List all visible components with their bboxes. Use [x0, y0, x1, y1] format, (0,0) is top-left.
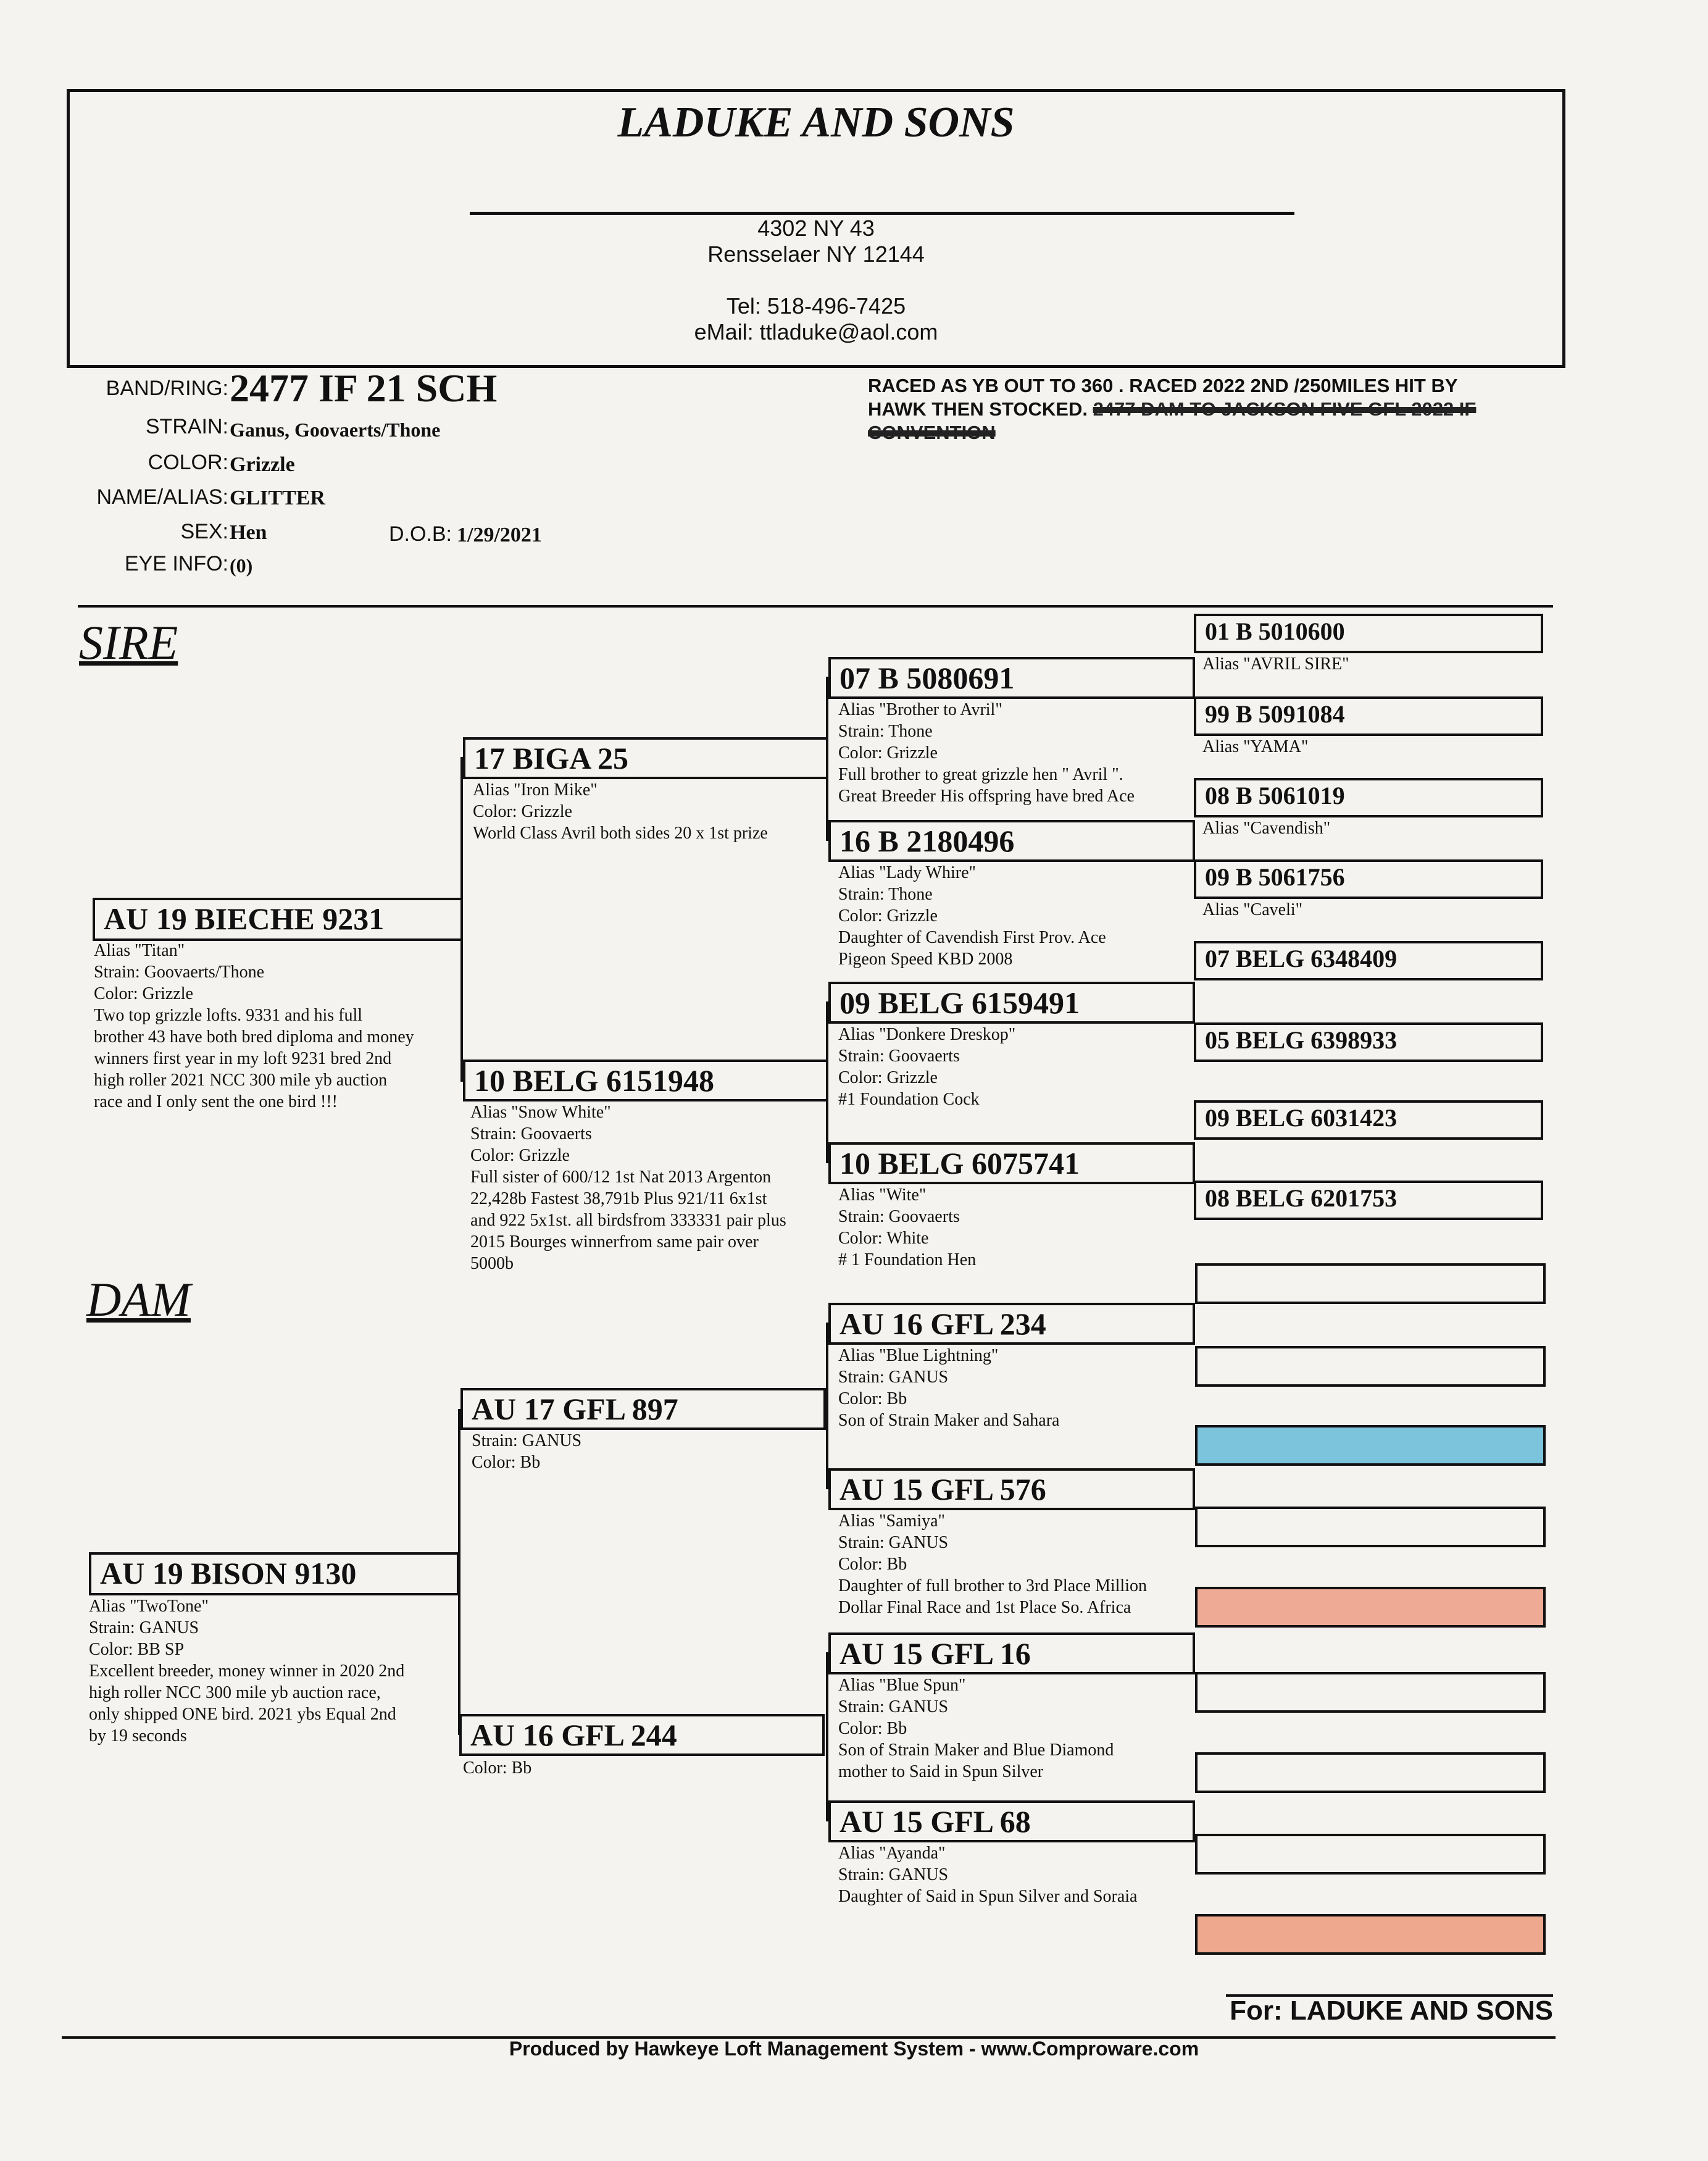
gen4-dam-cell-4 — [1195, 1507, 1546, 1547]
gen4-sire-7-band: 09 BELG 6031423 — [1194, 1100, 1543, 1140]
gen3-dam-3-info-line: Son of Strain Maker and Blue Diamond — [838, 1741, 1114, 1760]
header-divider — [470, 212, 1294, 215]
sire-info-line: Two top grizzle lofts. 9331 and his full — [94, 1006, 363, 1025]
sire-dam-info-line: Color: Grizzle — [470, 1146, 570, 1165]
gen3-dam-4-info-line: Alias "Ayanda" — [838, 1844, 946, 1863]
gen4-sire-1-band: 01 B 5010600 — [1194, 614, 1543, 653]
sire-sire-band: 17 BIGA 25 — [463, 737, 828, 779]
gen3-sire-2-info — [838, 862, 1106, 970]
dam-info-line: Alias "TwoTone" — [89, 1597, 209, 1616]
gen3-sire-1-band: 07 B 5080691 — [828, 657, 1195, 699]
sire-dam-band: 10 BELG 6151948 — [463, 1060, 828, 1101]
dam-sire-info-line: Strain: GANUS — [472, 1431, 582, 1450]
gen3-sire-2-info-line: Daughter of Cavendish First Prov. Ace — [838, 928, 1106, 947]
gen4-dam-cell-6 — [1195, 1672, 1546, 1713]
sire-info — [94, 940, 414, 1113]
gen3-dam-2-info-line: Daughter of full brother to 3rd Place Million — [838, 1576, 1147, 1595]
gen3-sire-2-info-line: Strain: Thone — [838, 885, 933, 904]
dam-info — [89, 1595, 404, 1747]
gen3-dam-2-info-line: Dollar Final Race and 1st Place So. Africa — [838, 1598, 1131, 1617]
sire-dam-info-line: 22,428b Fastest 38,791b Plus 921/11 6x1st — [470, 1189, 767, 1208]
gen3-dam-2-info-line: Strain: GANUS — [838, 1533, 949, 1552]
gen4-sire-5-band: 07 BELG 6348409 — [1194, 941, 1543, 980]
gen3-dam-4-info-line: Strain: GANUS — [838, 1865, 949, 1884]
telephone: Tel: 518-496-7425 — [726, 293, 906, 319]
gen3-sire-1-info-line: Color: Grizzle — [838, 743, 938, 763]
name-value: GLITTER — [230, 487, 325, 509]
sire-info-line: winners first year in my loft 9231 bred 2nd — [94, 1049, 392, 1068]
gen3-dam-3-info — [838, 1674, 1114, 1783]
dam-dam-info-line: Color: Bb — [463, 1758, 532, 1778]
sire-info-line: Strain: Goovaerts/Thone — [94, 963, 265, 982]
gen3-sire-3-info-line: Color: Grizzle — [838, 1068, 938, 1087]
gen4-sire-4-alias: Alias "Caveli" — [1202, 900, 1303, 919]
sire-dam-info-line: Alias "Snow White" — [470, 1103, 611, 1122]
sire-info-line: Alias "Titan" — [94, 941, 185, 960]
email: eMail: ttladuke@aol.com — [694, 319, 938, 345]
dam-info-line: only shipped ONE bird. 2021 ybs Equal 2nd — [89, 1705, 396, 1724]
gen4-sire-2-alias: Alias "YAMA" — [1202, 737, 1309, 756]
gen3-dam-1-info-line: Strain: GANUS — [838, 1368, 949, 1387]
gen3-sire-4-info-line: Strain: Goovaerts — [838, 1207, 960, 1226]
gen4-sire-1-alias: Alias "AVRIL SIRE" — [1202, 654, 1349, 674]
gen3-sire-1-info-line: Strain: Thone — [838, 722, 933, 741]
sex-value: Hen — [230, 521, 267, 544]
dam-info-line: Color: BB SP — [89, 1640, 185, 1659]
gen3-dam-3-info-line: Strain: GANUS — [838, 1697, 949, 1716]
dob-value: 1/29/2021 — [457, 524, 542, 546]
gen4-dam-cell-8 — [1195, 1834, 1546, 1875]
gen3-sire-4-band: 10 BELG 6075741 — [828, 1142, 1195, 1184]
gen3-dam-4-info-line: Daughter of Said in Spun Silver and Soraia — [838, 1887, 1138, 1906]
gen3-dam-2-info — [838, 1510, 1147, 1618]
dam-sire-info — [472, 1430, 581, 1473]
gen3-sire-1-info-line: Great Breeder His offspring have bred Ace — [838, 787, 1135, 806]
dam-info-line: Strain: GANUS — [89, 1618, 199, 1637]
gen3-sire-3-info-line: Alias "Donkere Dreskop" — [838, 1025, 1016, 1044]
gen3-dam-1-band: AU 16 GFL 234 — [828, 1303, 1195, 1345]
gen3-sire-1-info-line: Alias "Brother to Avril" — [838, 700, 1002, 719]
address-line-2: Rensselaer NY 12144 — [707, 241, 925, 267]
dam-info-line: by 19 seconds — [89, 1726, 187, 1745]
dob-label: D.O.B: — [388, 522, 452, 546]
gen3-dam-2-info-line: Alias "Samiya" — [838, 1511, 945, 1531]
address-line-1: 4302 NY 43 — [757, 215, 875, 241]
gen4-sire-2-band: 99 B 5091084 — [1194, 696, 1543, 736]
dam-dam-info — [463, 1757, 531, 1779]
gen3-dam-3-band: AU 15 GFL 16 — [828, 1632, 1195, 1674]
gen3-dam-3-info-line: Color: Bb — [838, 1719, 907, 1738]
dam-sire-band: AU 17 GFL 897 — [460, 1388, 826, 1430]
gen4-sire-3-alias: Alias "Cavendish" — [1202, 819, 1331, 838]
gen4-dam-cell-2 — [1195, 1346, 1546, 1387]
gen4-dam-cell-5 — [1195, 1587, 1546, 1628]
dam-info-line: high roller NCC 300 mile yb auction race, — [89, 1683, 381, 1702]
sire-dam-info-line: Strain: Goovaerts — [470, 1124, 592, 1143]
connector-sire-sire — [826, 677, 828, 841]
band-label: BAND/RING: — [106, 377, 228, 400]
pedigree-top-rule — [78, 605, 1553, 608]
gen3-dam-1-info — [838, 1345, 1059, 1431]
strain-label: STRAIN: — [145, 415, 228, 438]
bird-notes — [868, 374, 1516, 445]
gen3-sire-2-info-line: Alias "Lady Whire" — [838, 863, 976, 882]
gen3-dam-3-info-line: Alias "Blue Spun" — [838, 1676, 966, 1695]
color-label: COLOR: — [148, 451, 228, 474]
gen3-sire-1-info — [838, 699, 1135, 807]
sire-sire-info-line: Alias "Iron Mike" — [473, 780, 598, 800]
notes-text: RACED AS YB OUT TO 360 . RACED 2022 2ND /250MILES HIT BY HAWK THEN STOCKED. — [868, 375, 1457, 420]
dam-band: AU 19 BISON 9130 — [89, 1552, 459, 1595]
connector-sire-dam — [826, 1001, 828, 1163]
gen3-dam-1-info-line: Color: Bb — [838, 1389, 907, 1408]
loft-name: LADUKE AND SONS — [617, 99, 1015, 146]
gen4-dam-cell-7 — [1195, 1752, 1546, 1793]
gen3-sire-2-info-line: Color: Grizzle — [838, 906, 938, 926]
gen3-sire-3-info-line: #1 Foundation Cock — [838, 1090, 980, 1109]
produced-by: Produced by Hawkeye Loft Management System - www.Comproware.com — [509, 2038, 1199, 2060]
color-value: Grizzle — [230, 453, 295, 476]
gen4-sire-6-band: 05 BELG 6398933 — [1194, 1022, 1543, 1062]
sex-label: SEX: — [180, 520, 228, 543]
gen3-dam-1-info-line: Son of Strain Maker and Sahara — [838, 1411, 1060, 1430]
gen3-sire-2-info-line: Pigeon Speed KBD 2008 — [838, 950, 1013, 969]
sire-dam-info-line: 2015 Bourges winnerfrom same pair over — [470, 1232, 759, 1252]
gen3-sire-3-info-line: Strain: Goovaerts — [838, 1047, 960, 1066]
connector-dam-dam — [826, 1652, 828, 1821]
name-label: NAME/ALIAS: — [96, 485, 228, 509]
dam-dam-band: AU 16 GFL 244 — [459, 1714, 825, 1756]
sire-dam-info — [470, 1101, 786, 1274]
gen4-sire-3-band: 08 B 5061019 — [1194, 778, 1543, 817]
gen4-sire-4-band: 09 B 5061756 — [1194, 859, 1543, 899]
gen4-sire-8-band: 08 BELG 6201753 — [1194, 1181, 1543, 1220]
notes-struck-text: 2477 DAM TO JACKSON FIVE GFL 2022 IF CONVENTION — [868, 398, 1477, 443]
gen3-sire-4-info-line: # 1 Foundation Hen — [838, 1250, 977, 1269]
gen3-sire-2-band: 16 B 2180496 — [828, 820, 1195, 862]
eye-label: EYE INFO: — [124, 552, 228, 575]
sire-band: AU 19 BIECHE 9231 — [93, 898, 463, 941]
for-line: For: LADUKE AND SONS — [1230, 1996, 1553, 2026]
sire-dam-info-line: and 922 5x1st. all birdsfrom 333331 pair plus — [470, 1211, 786, 1230]
dam-section-title: DAM — [86, 1273, 191, 1326]
gen3-sire-1-info-line: Full brother to great grizzle hen " Avril ". — [838, 765, 1123, 784]
gen3-sire-4-info — [838, 1184, 976, 1271]
header-box — [67, 89, 1565, 368]
gen3-sire-4-info-line: Color: White — [838, 1229, 929, 1248]
gen3-sire-3-band: 09 BELG 6159491 — [828, 982, 1195, 1024]
sire-sire-info — [473, 779, 768, 844]
gen3-sire-4-info-line: Alias "Wite" — [838, 1185, 927, 1205]
connector-dam-sire — [826, 1323, 828, 1489]
gen4-dam-cell-9 — [1195, 1914, 1546, 1955]
sire-info-line: race and I only sent the one bird !!! — [94, 1092, 338, 1111]
dam-sire-info-line: Color: Bb — [472, 1453, 541, 1472]
connector-dam — [458, 1409, 460, 1735]
sire-dam-info-line: Full sister of 600/12 1st Nat 2013 Argenton — [470, 1168, 772, 1187]
sire-info-line: high roller 2021 NCC 300 mile yb auction — [94, 1071, 388, 1090]
sire-dam-info-line: 5000b — [470, 1254, 514, 1273]
sire-sire-info-line: World Class Avril both sides 20 x 1st prize — [473, 824, 768, 843]
gen4-dam-cell-1 — [1195, 1263, 1546, 1304]
sire-sire-info-line: Color: Grizzle — [473, 802, 572, 821]
band-value: 2477 IF 21 SCH — [230, 366, 498, 410]
gen3-dam-2-band: AU 15 GFL 576 — [828, 1468, 1195, 1510]
connector-sire — [460, 757, 463, 1082]
gen3-dam-4-band: AU 15 GFL 68 — [828, 1800, 1195, 1842]
eye-value: (0) — [230, 554, 253, 577]
sire-section-title: SIRE — [79, 616, 178, 669]
gen3-dam-4-info — [838, 1842, 1137, 1907]
sire-info-line: brother 43 have both bred diploma and money — [94, 1027, 414, 1047]
sire-info-line: Color: Grizzle — [94, 984, 193, 1003]
gen3-sire-3-info — [838, 1024, 1015, 1110]
strain-value: Ganus, Goovaerts/Thone — [230, 419, 441, 441]
gen3-dam-1-info-line: Alias "Blue Lightning" — [838, 1346, 999, 1365]
gen3-dam-3-info-line: mother to Said in Spun Silver — [838, 1762, 1044, 1781]
gen4-dam-cell-3 — [1195, 1425, 1546, 1466]
dam-info-line: Excellent breeder, money winner in 2020 2nd — [89, 1662, 405, 1681]
gen3-dam-2-info-line: Color: Bb — [838, 1555, 907, 1574]
